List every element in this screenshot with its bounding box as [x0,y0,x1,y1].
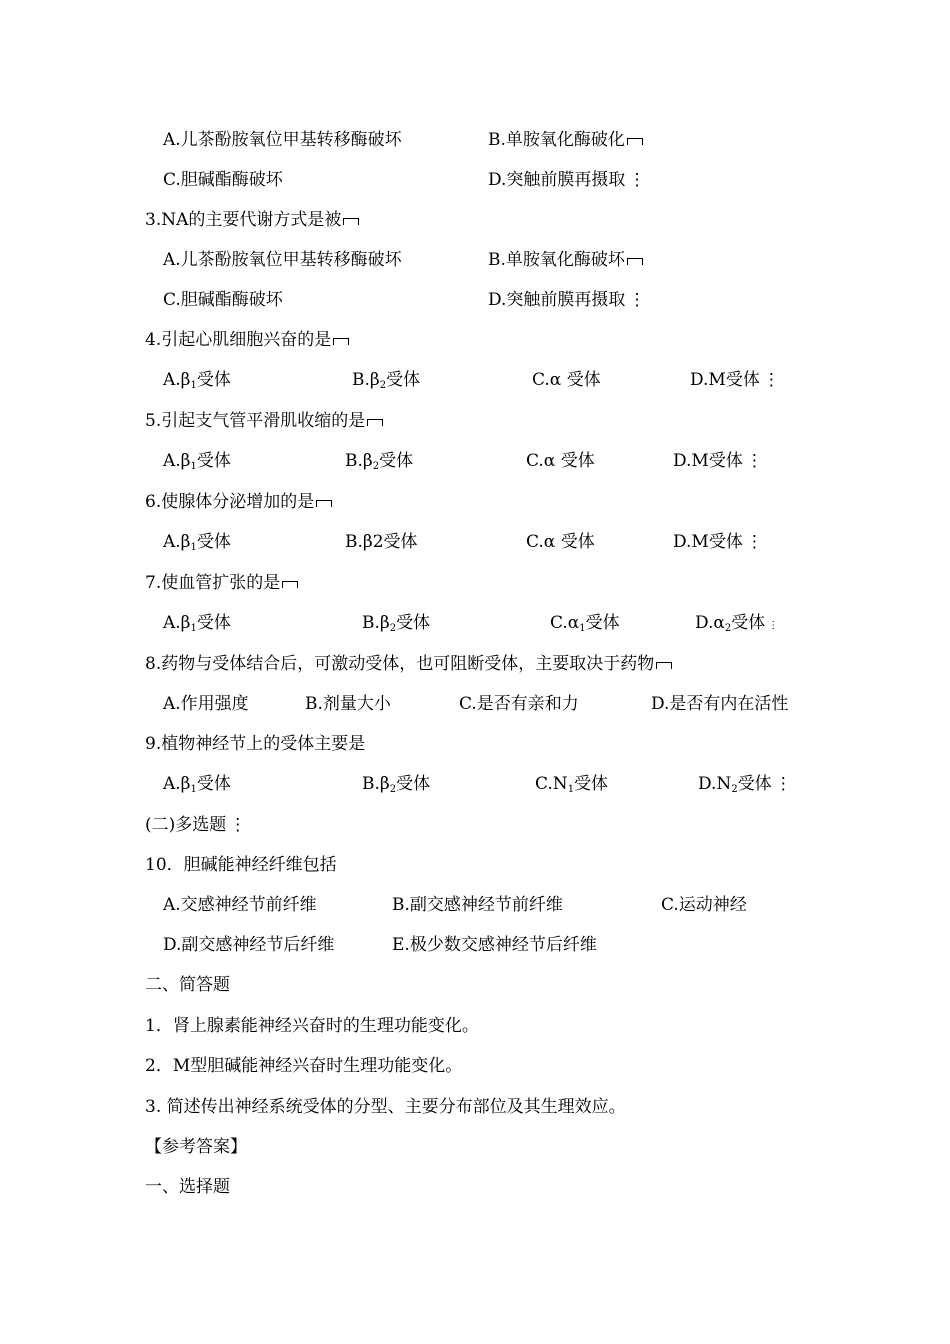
q3-option-b [488,249,643,271]
q4-b-suffix: 受体 [386,370,421,390]
q4-a-prefix: A.β [163,370,191,390]
short-question-2: 2．M型胆碱能神经兴奋时生理功能变化。 [145,1056,463,1076]
q9-c-prefix: C.N [535,774,568,794]
q5-option-c: C.α 受体 [526,451,595,471]
q4-stem [145,329,349,351]
colon-mark: ⋮ [745,451,763,471]
q7-b-prefix: B.β [362,613,390,633]
q8-stem-text: 8.药物与受体结合后，可激动受体，也可阻断受体，主要取决于药物 [145,654,655,674]
q7-option-c [550,612,620,634]
q9-d-subscript: 2 [731,784,738,795]
q7-d-prefix: D.α [695,613,725,633]
q5-a-suffix: 受体 [196,451,231,471]
q8-option-c: C.是否有亲和力 [459,694,579,714]
bracket-mark [656,662,672,669]
q3-option-c: C.胆碱酯酶破坏 [163,290,283,310]
q9-option-b [362,773,430,795]
colon-mark: ⋮ [774,774,792,794]
q7-c-prefix: C.α [550,613,580,633]
bracket-mark [282,581,298,588]
q9-d-suffix: 受体 [737,774,772,794]
q2-option-d-text: D.突触前膜再摄取 [488,170,626,190]
q4-a-suffix: 受体 [196,370,231,390]
q6-option-c: C.α 受体 [526,532,595,552]
q4-b-subscript: 2 [379,380,387,391]
q10-option-b: B.副交感神经节前纤维 [392,895,563,915]
q9-b-subscript: 2 [389,784,397,795]
q2-option-b-text: B.单胺氧化酶破化 [488,130,625,150]
q7-stem-text: 7.使血管扩张的是 [145,573,281,593]
q7-d-subscript: 2 [724,623,732,634]
q7-option-b [362,612,430,634]
q5-b-prefix: B.β [345,451,373,471]
q10-option-e: E.极少数交感神经节后纤维 [392,935,597,955]
q5-option-d [673,450,763,472]
q3-stem-text: 3.NA的主要代谢方式是被 [145,210,342,230]
q3-option-b-text: B.单胺氧化酶破坏 [488,250,625,270]
q5-option-d-text: D.M受体 [673,451,743,471]
colon-mark: ⋮ [768,620,779,631]
q4-stem-text: 4.引起心肌细胞兴奋的是 [145,330,332,350]
q7-a-prefix: A.β [163,613,191,633]
q9-option-c [535,773,608,795]
q7-stem [145,572,298,594]
answer-section-title: 一、选择题 [145,1177,230,1197]
section-multi-text: (二)多选题 [145,815,227,835]
q7-option-a [163,612,231,634]
q10-option-d: D.副交感神经节后纤维 [163,935,335,955]
q6-option-a [163,531,231,553]
q7-c-subscript: 1 [579,623,586,634]
colon-mark: ⋮ [628,290,646,310]
q9-c-subscript: 1 [567,784,575,795]
q7-b-suffix: 受体 [396,613,431,633]
short-question-3: 3. 简述传出神经系统受体的分型、主要分布部位及其生理效应。 [145,1097,626,1117]
q8-option-d: D.是否有内在活性 [651,694,789,714]
bracket-mark [316,500,332,507]
q7-a-subscript: 1 [190,623,197,634]
q3-option-d-text: D.突触前膜再摄取 [488,290,626,310]
q8-stem [145,653,672,675]
q7-d-suffix: 受体 [731,613,766,633]
q5-a-subscript: 1 [190,461,197,472]
bracket-mark [627,258,643,265]
q5-b-subscript: 2 [372,461,380,472]
q4-option-a [163,369,231,391]
bracket-mark [343,218,359,225]
q4-option-d-text: D.M受体 [690,370,760,390]
q9-stem: 9.植物神经节上的受体主要是 [145,734,366,754]
q4-a-subscript: 1 [190,380,197,391]
q9-b-suffix: 受体 [396,774,431,794]
q9-a-suffix: 受体 [196,774,231,794]
bracket-mark [333,338,349,345]
q9-b-prefix: B.β [362,774,390,794]
q3-option-d [488,289,645,311]
q5-b-suffix: 受体 [379,451,414,471]
q10-option-a: A.交感神经节前纤维 [163,895,317,915]
q2-option-d [488,169,645,191]
q5-option-b [345,450,413,472]
q4-option-d [690,369,780,391]
q6-a-prefix: A.β [163,532,191,552]
q5-option-a [163,450,231,472]
q4-b-prefix: B.β [352,370,380,390]
q2-option-c: C.胆碱酯酶破坏 [163,170,283,190]
q9-a-subscript: 1 [190,784,197,795]
q2-option-b [488,129,643,151]
q3-stem [145,209,359,231]
q10-option-c: C.运动神经 [661,895,747,915]
q2-option-a: A.儿茶酚胺氧位甲基转移酶破坏 [163,130,402,150]
q6-option-d [673,531,763,553]
q8-option-a: A.作用强度 [163,694,249,714]
colon-mark: ⋮ [745,532,763,552]
q9-c-suffix: 受体 [574,774,609,794]
q6-a-suffix: 受体 [196,532,231,552]
q10-stem: 10．胆碱能神经纤维包括 [145,855,337,875]
q9-a-prefix: A.β [163,774,191,794]
colon-mark: ⋮ [229,815,247,835]
q6-option-b: B.β2受体 [345,532,418,552]
q9-option-d [698,773,792,795]
q4-option-b [352,369,420,391]
q5-stem [145,410,383,432]
q5-stem-text: 5.引起支气管平滑肌收缩的是 [145,411,366,431]
q7-c-suffix: 受体 [585,613,620,633]
q8-option-b: B.剂量大小 [305,694,391,714]
short-question-1: 1．肾上腺素能神经兴奋时的生理功能变化。 [145,1016,479,1036]
colon-mark: ⋮ [628,170,646,190]
q9-d-prefix: D.N [698,774,732,794]
q9-option-a [163,773,231,795]
q7-b-subscript: 2 [389,623,397,634]
q7-option-d [695,612,778,634]
q6-stem [145,491,332,513]
q6-option-d-text: D.M受体 [673,532,743,552]
section-short-answer: 二、简答题 [145,975,230,995]
q4-option-c: C.α 受体 [532,370,601,390]
section-multi-choice [145,814,246,836]
bracket-mark [627,138,643,145]
q3-option-a: A.儿茶酚胺氧位甲基转移酶破坏 [163,250,402,270]
answer-heading: 【参考答案】 [145,1137,247,1157]
q6-a-subscript: 1 [190,542,197,553]
q7-a-suffix: 受体 [196,613,231,633]
bracket-mark [367,419,383,426]
q5-a-prefix: A.β [163,451,191,471]
colon-mark: ⋮ [762,370,780,390]
q6-stem-text: 6.使腺体分泌增加的是 [145,492,315,512]
